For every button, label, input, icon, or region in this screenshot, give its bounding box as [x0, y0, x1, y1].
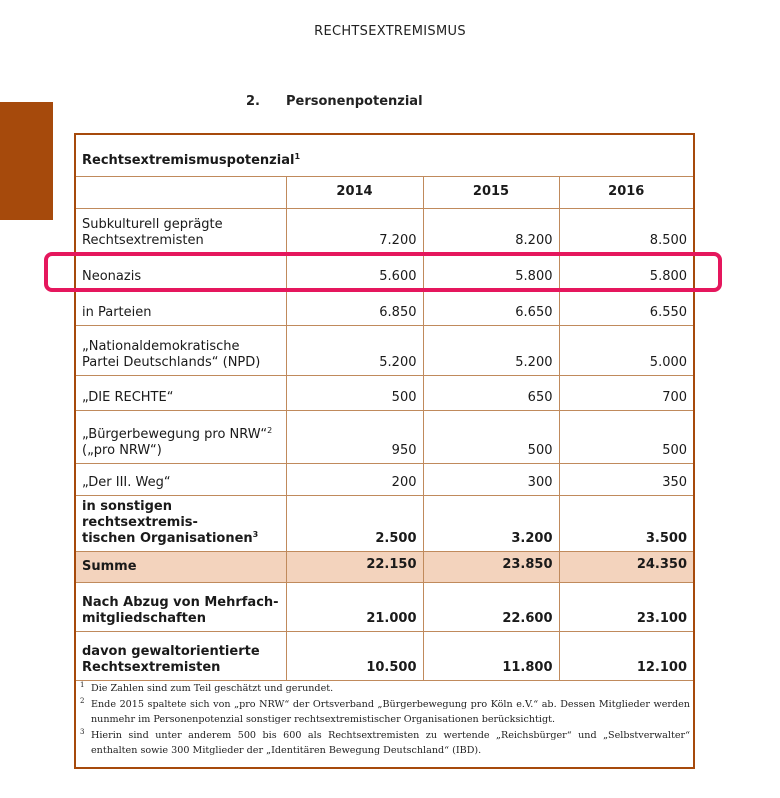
- row-label: „Nationaldemokratische Partei Deutschlands“ (NPD): [76, 325, 286, 375]
- table-row: [76, 463, 693, 495]
- value-cell: 23.850: [423, 551, 559, 582]
- value-cell: 5.000: [559, 325, 693, 375]
- value-cell: 6.550: [559, 289, 693, 325]
- value-cell: 2.500: [286, 495, 423, 551]
- table-row: [76, 410, 693, 463]
- value-cell: 700: [559, 375, 693, 410]
- value-cell: 21.000: [286, 582, 423, 631]
- table-row: [76, 582, 693, 631]
- value-cell: 5.800: [423, 253, 559, 289]
- header-empty-cell: [76, 176, 286, 208]
- value-cell: 12.100: [559, 631, 693, 680]
- value-cell: 500: [423, 410, 559, 463]
- value-cell: 8.200: [423, 208, 559, 253]
- year-header: 2014: [286, 176, 423, 208]
- value-cell: 5.200: [286, 325, 423, 375]
- section-number: 2.: [246, 94, 260, 109]
- value-cell: 500: [286, 375, 423, 410]
- footnote-1: 1 Die Zahlen sind zum Teil geschätzt und gerundet.: [80, 681, 334, 694]
- value-cell: 24.350: [559, 551, 693, 582]
- value-cell: 500: [559, 410, 693, 463]
- value-cell: 23.100: [559, 582, 693, 631]
- year-header: 2016: [559, 176, 693, 208]
- value-cell: 10.500: [286, 631, 423, 680]
- value-cell: 7.200: [286, 208, 423, 253]
- running-header: RECHTSEXTREMISMUS: [314, 24, 466, 39]
- section-title: Personenpotenzial: [286, 94, 423, 109]
- value-cell: 3.200: [423, 495, 559, 551]
- footnotes: [80, 681, 690, 759]
- table-title-row: [76, 135, 693, 176]
- footnote-ref: 1: [294, 151, 301, 161]
- footnote-ref: 2: [267, 425, 273, 435]
- year-header-row: [76, 176, 693, 208]
- value-cell: 22.150: [286, 551, 423, 582]
- row-label: Neonazis: [76, 253, 286, 289]
- value-cell: 3.500: [559, 495, 693, 551]
- row-label: Nach Abzug von Mehrfach- mitgliedschaften: [76, 582, 286, 631]
- footnote-3: 3 Hierin sind unter anderem 500 bis 600 als Rechtsextremisten zu wertende „Reichsbürger“ und „Selbstverwalter“ enthalten sowie 300 Mitglieder der „Identitären Bewegung Deutschland“ (IBD).: [80, 727, 690, 756]
- value-cell: 22.600: [423, 582, 559, 631]
- value-cell: 950: [286, 410, 423, 463]
- value-cell: 300: [423, 463, 559, 495]
- value-cell: 350: [559, 463, 693, 495]
- chapter-marker-tab: [0, 102, 53, 220]
- value-cell: 650: [423, 375, 559, 410]
- row-label: in Parteien: [76, 289, 286, 325]
- section-heading: [246, 94, 423, 109]
- value-cell: 5.600: [286, 253, 423, 289]
- row-label: Subkulturell geprägte Rechtsextremisten: [76, 208, 286, 253]
- table-row: [76, 495, 693, 551]
- table-row: [76, 325, 693, 375]
- row-label: davon gewaltorientierte Rechtsextremisten: [76, 631, 286, 680]
- footnote-ref: 3: [252, 529, 259, 539]
- data-table: [76, 135, 693, 681]
- table-row: [76, 375, 693, 410]
- table-row: [76, 289, 693, 325]
- value-cell: 200: [286, 463, 423, 495]
- footnote-2: 2 Ende 2015 spaltete sich von „pro NRW“ der Ortsverband „Bürgerbewegung pro Köln e.V.“ ab. Dessen Mitglieder werden nunmehr im Personenpotenzial sonstiger rechtsextremistischer Organisationen berücksichtigt.: [80, 696, 690, 725]
- sum-row: [76, 551, 693, 582]
- value-cell: 5.200: [423, 325, 559, 375]
- table-title: Rechtsextremismuspotenzial$^1$: [76, 135, 693, 176]
- year-header: 2015: [423, 176, 559, 208]
- row-label: „Der III. Weg“: [76, 463, 286, 495]
- value-cell: 11.800: [423, 631, 559, 680]
- highlight-box: [44, 252, 722, 292]
- value-cell: 6.850: [286, 289, 423, 325]
- row-label: Summe: [76, 551, 286, 582]
- value-cell: 5.800: [559, 253, 693, 289]
- value-cell: 6.650: [423, 289, 559, 325]
- row-label: „Bürgerbewegung pro NRW“$^2$ („pro NRW“): [76, 410, 286, 463]
- value-cell: 8.500: [559, 208, 693, 253]
- table-row: [76, 208, 693, 253]
- table-row: [76, 631, 693, 680]
- row-label: in sonstigen rechtsextremis- tischen Organisationen$^3$: [76, 495, 286, 551]
- row-label: „DIE RECHTE“: [76, 375, 286, 410]
